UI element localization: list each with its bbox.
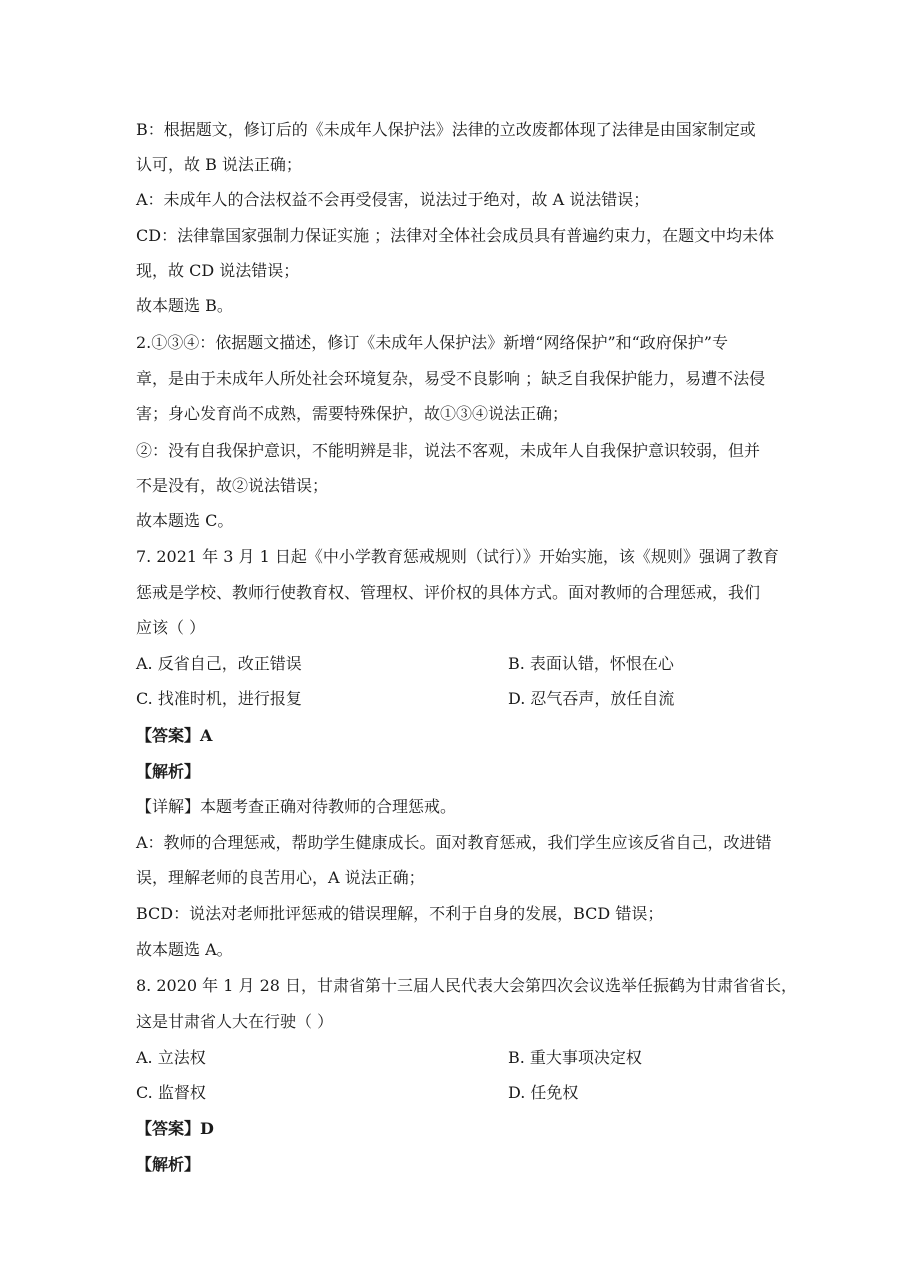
question-8-stem: 8. 2020 年 1 月 28 日，甘肃省第十三届人民代表大会第四次会议选举任振鹤为甘肃省省长， (136, 976, 798, 995)
paragraph-line: 章，是由于未成年人所处社会环境复杂，易受不良影响 ；缺乏自我保护能力，易遭不法侵 (136, 369, 766, 388)
q7-option-c: C. 找准时机，进行报复 (136, 689, 302, 708)
paragraph-line: B：根据题文，修订后的《未成年人保护法》法律的立改废都体现了法律是由国家制定或 (136, 120, 756, 139)
q8-option-d: D. 任免权 (508, 1083, 579, 1102)
q8-option-c: C. 监督权 (136, 1083, 206, 1102)
paragraph-line: A：未成年人的合法权益不会再受侵害，说法过于绝对，故 A 说法错误； (136, 190, 650, 209)
question-7-stem: 7. 2021 年 3 月 1 日起《中小学教育惩戒规则（试行）》开始实施，该《规则》强调了教育 (136, 547, 779, 566)
q8-answer: 【答案】D (136, 1119, 214, 1138)
q7-option-b: B. 表面认错，怀恨在心 (508, 654, 674, 673)
question-7-stem: 应该（ ） (136, 618, 206, 637)
question-7-stem: 惩戒是学校、教师行使教育权、管理权、评价权的具体方式。面对教师的合理惩戒，我们 (136, 583, 761, 602)
q7-option-a: A. 反省自己，改正错误 (136, 654, 302, 673)
q7-detail-line: 误，理解老师的良苦用心，A 说法正确； (136, 868, 425, 887)
paragraph-line: 害；身心发育尚不成熟，需要特殊保护，故①③④说法正确； (136, 404, 569, 423)
q7-option-d: D. 忍气吞声，放任自流 (508, 689, 675, 708)
question-8-stem: 这是甘肃省人大在行驶（ ） (136, 1012, 334, 1031)
q7-detail-line: 【详解】本题考查正确对待教师的合理惩戒。 (136, 797, 457, 816)
paragraph-line: 故本题选 C。 (136, 511, 234, 530)
paragraph-line: CD：法律靠国家强制力保证实施 ；法律对全体社会成员具有普遍约束力，在题文中均未体 (136, 226, 775, 245)
paragraph-line: 现，故 CD 说法错误； (136, 261, 300, 280)
q8-analysis-heading: 【解析】 (136, 1155, 201, 1174)
q7-detail-line: 故本题选 A。 (136, 940, 233, 959)
q8-option-b: B. 重大事项决定权 (508, 1048, 642, 1067)
q7-analysis-heading: 【解析】 (136, 762, 201, 781)
q7-detail-line: A：教师的合理惩戒，帮助学生健康成长。面对教育惩戒，我们学生应该反省自己，改进错 (136, 833, 772, 852)
q7-detail-line: BCD：说法对老师批评惩戒的错误理解，不利于自身的发展，BCD 错误； (136, 904, 664, 923)
paragraph-line: 认可，故 B 说法正确； (136, 155, 302, 174)
paragraph-line: 不是没有，故②说法错误； (136, 476, 329, 495)
paragraph-line: ②：没有自我保护意识，不能明辨是非，说法不客观，未成年人自我保护意识较弱，但并 (136, 441, 761, 460)
q8-option-a: A. 立法权 (136, 1048, 206, 1067)
paragraph-line: 2.①③④：依据题文描述，修订《未成年人保护法》新增“网络保护”和“政府保护”专 (136, 333, 728, 352)
paragraph-line: 故本题选 B。 (136, 296, 233, 315)
q7-answer: 【答案】A (136, 726, 213, 745)
